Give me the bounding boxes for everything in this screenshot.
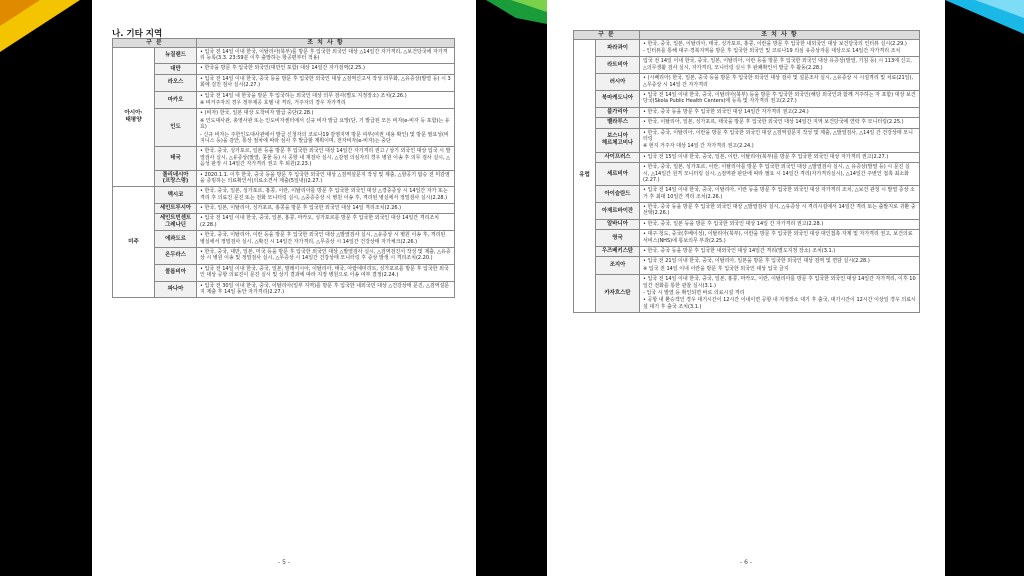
measure-line: • 입국 전 14일 이내 한국, 이탈리아(북부)를 방문 후 입국한 외국인 대상 △14일간 자가격리, △보건당국에 자가격리 등록(3.3. 23:59분 이후 출발하는 항공편부터 적용) [200, 48, 448, 62]
table-row [574, 118, 920, 128]
country-name: 태국 [155, 147, 197, 170]
measure-detail [197, 187, 455, 204]
measure-detail [197, 248, 455, 265]
measure-line: • 입국 전 21일 이내 한국, 중국, 이탈리아, 일본을 방문 후 입국한 외국인 대상 검역 및 면담 실시(2.28.) [643, 258, 870, 265]
region-name: 미주 [113, 187, 155, 298]
yellow-corner-decoration [0, 0, 92, 60]
measure-detail [197, 281, 455, 298]
measure-detail [197, 109, 455, 147]
country-name: 에콰도르 [155, 231, 197, 248]
measure-detail [197, 74, 455, 91]
measure-line: • (비자) 한국, 일본 대상 도착비자 발급 중단(2.28.) [200, 110, 314, 117]
header-measures: 조 치 사 항 [197, 39, 455, 48]
measure-line: • 한국, 중국, 일본, 이탈리아, 태국, 싱가포르, 홍콩, 이란을 방문 후 입국한 내외국인 대상 보건당국의 인터뷰 실시(2.29.) [643, 40, 907, 47]
measure-detail [197, 147, 455, 170]
measure-detail [197, 64, 455, 74]
table-row [574, 152, 920, 162]
measure-detail [197, 91, 455, 109]
document-page-right [547, 0, 945, 576]
table-row [574, 39, 920, 57]
measure-line: • 입국 전 14일 이내 한국, 중국, 일본, 말레이시아, 이탈리아, 태국, 아랍에미리트, 싱가포르를 방문 후 입국한 외국인 대상 공항 의료진이 문진 실시 및 상기 결과에 따라 지정 병원으로 이송 여부 결정(2.24.) [200, 265, 449, 279]
measure-detail [640, 230, 920, 247]
measure-detail [197, 47, 455, 64]
measure-line: • 한국, 중국 등을 방문 후 입국한 외국인 대상 14일간 자가격리 권고(2.24.) [643, 108, 809, 115]
table-row [113, 214, 455, 231]
measure-detail [197, 214, 455, 231]
measure-detail [197, 170, 455, 187]
page-number: - 6 - [740, 559, 752, 566]
country-name: 파라과이 [596, 39, 640, 57]
country-name: 폴리네시아 (프랑스령) [155, 170, 197, 187]
measure-detail [640, 186, 920, 203]
measure-line: • 한국, 중국, 이탈리아, 이란을 방문 후 입국한 외국인 대상 △검역설문지 작성 및 제출, △발열검사, △14일 간 건강상태 모니터링 [643, 129, 913, 142]
blue-corner-decoration [945, 0, 1024, 40]
table-row [574, 230, 920, 247]
measure-detail [640, 219, 920, 229]
country-name: 우즈베키스탄 [596, 247, 640, 257]
country-name: 알바니아 [596, 219, 640, 229]
table-row [574, 275, 920, 313]
measure-line: • 입국 전 14일 이내 한국, 중국, 이탈리아(북부) 등을 방문 후 입국한 외국인(해당 외국인과 함께 거주하는 자 포함) 대상 보건당국(Skola Public Health Centers)에 등록 및 자가격리 권고(2.27.) [643, 92, 916, 105]
page-number: - 5 - [278, 559, 290, 566]
measure-line: • 한국, 이탈리아, 일본, 싱가포르, 태국을 방문 후 입국한 외국인 대상 14일간 지역 보건당국에 연락 후 모니터링(2.25.) [643, 119, 904, 126]
table-row [113, 91, 455, 109]
measure-detail [197, 204, 455, 214]
table-row [113, 204, 455, 214]
table-row [574, 186, 920, 203]
measure-detail [640, 275, 920, 313]
measure-line: - 신규 비자는 주한인도대사관에서 발급 신청자의 코로나19 감염지역 방문 여부(여권 내용 확인) 및 방문 필요성(비지니스 등)을 감안, 통상 절차에 따라 심사 후 발급할 계획이며, 전자비자(e-비자)는 중단 [200, 131, 449, 144]
country-name: 아제르바이잔 [596, 203, 640, 220]
measure-detail [640, 203, 920, 220]
measure-detail [640, 39, 920, 57]
table-row [574, 128, 920, 152]
measure-detail [197, 231, 455, 248]
measure-line: • 한국, 중국 등을 방문 후 입국한 내외국인 대상 14일간 격리(별도지정 장소) 조치(3.1.) [643, 248, 836, 255]
table-row [574, 247, 920, 257]
country-name: 온두라스 [155, 248, 197, 265]
table-row [113, 264, 455, 281]
measure-detail [197, 264, 455, 281]
country-name: 마카오 [155, 91, 197, 109]
measure-line: • 입국 전 15일 이내 한국, 중국, 일본, 이란, 이탈리아(북부)를 방문 후 입국한 외국인 대상 자가격리 권고(2.27.) [643, 153, 889, 160]
table-row [113, 231, 455, 248]
measure-line: - 입국 시 발열 등 확인되면 바로 의료시설 격리 [643, 290, 745, 296]
table-row [574, 203, 920, 220]
measure-detail [640, 128, 920, 152]
measure-line: • 한국, 중국, 이탈리아, 이란 등을 방문 후 입국한 외국인 대상 △발열검사 실시, △유증상 시 병원 이송 후, 격리된 병실에서 정밀검사 실시, △확진 시 14일간 자가격리, △무증상 시 14일간 건강상태 자가체크(2.26.) [200, 232, 446, 245]
measure-line: • 한국, 중국, 일본, 싱가포르, 이란, 이탈리아를 방문 후 입국한 외국인 대상 △발열검사 실시, △ 유증상(발열 등) 시 문진 실시, △14일간 원격 모니터링 실시, △검역관 판단에 따라 필요 시 14일간 격리(자가격리실시), △14일간 주변인 접촉 최소화(2.27.) [643, 164, 910, 183]
table-row [574, 107, 920, 117]
country-name: 러시아 [596, 74, 640, 91]
header-category: 구 분 [574, 31, 640, 40]
country-name: 인도 [155, 109, 197, 147]
country-name: 벨라루스 [596, 118, 640, 128]
measure-line: 입국 전 14일 이내 한국, 중국, 일본, 이탈리아, 이란 등을 방문 후 입국한 외국인 대상 유증상(발열, 기침 등) 시 113에 신고, △의무생활 검사 실시, 자가격리, 모니터링 실시 후 완쾌확인서 발급 후 활동(2.28.) [643, 58, 912, 71]
country-name: 북마케도니아 [596, 91, 640, 108]
country-name: 라트비아 [596, 57, 640, 74]
table-row [113, 170, 455, 187]
country-name: 라오스 [155, 74, 197, 91]
measure-detail [640, 247, 920, 257]
measure-line: • 한국, 중국, 일본 등을 방문 후 입국한 외국인 대상 14일 간 자가격리 권고(2.28.) [643, 220, 824, 227]
table-row [574, 163, 920, 186]
country-name: 세인트루시아 [155, 204, 197, 214]
country-name: 뉴질랜드 [155, 47, 197, 64]
country-name: 영국 [596, 230, 640, 247]
measure-line: • 한국, 중국, 대만, 일본, 미국 등을 방문 후 입국한 외국인 대상 △발열검사 실시, △검역검진서 작성 및 제출, △유증상 시 병원 이송 및 정밀검사 실시, △무증상 시 14일간 건강상태 모니터링 후 증상 발생 시 격리조치(2.20.) [200, 249, 451, 262]
measure-line: • 한국, 일본, 이탈리아, 싱가포르, 홍콩을 방문 후 입국한 외국인 대상 14일 격리조치(2.26.) [200, 205, 402, 212]
measure-detail [640, 118, 920, 128]
country-name: 조지아 [596, 257, 640, 275]
measure-detail [640, 107, 920, 117]
country-name: 사이프러스 [596, 152, 640, 162]
measure-detail [640, 163, 920, 186]
table-header-row [113, 39, 455, 48]
measure-line: ※ 인도대사관, 총영사관 또는 인도비자센터에서 신규 비자 발급 요망(단, 기 발급된 모든 비자(e-비자 등 포함)는 유효) [200, 117, 450, 131]
measure-line: • 입국 전 14일 이내 한국, 중국, 일본, 홍콩, 마카오, 이란, 이탈리아를 방문 후 입국한 외국인 대상 14일간 자가격리, 이후 10일간 전화를 통한 관찰 실시(3.1.) [643, 276, 916, 289]
table-row [113, 109, 455, 147]
measure-line: ※ 비거주자의 경우 정부제공 호텔 내 격리, 거주자의 경우 자가격리 [200, 100, 346, 107]
table-row [574, 219, 920, 229]
country-name: 불가리아 [596, 107, 640, 117]
measure-detail [640, 91, 920, 108]
table-row [574, 257, 920, 275]
section-title: 나. 기타 지역 [112, 29, 163, 39]
table-row [113, 64, 455, 74]
table-row [574, 74, 920, 91]
measure-line: • 입국 전 30일 이내 한국, 중국, 이탈리아(일부 지역)를 방문 후 입국한 내외국민 대상 △건강상태 문진, △검역설문지 제출 후 14일 동안 자가격리(2.27.) [200, 282, 450, 295]
measure-line: • 공항 내 환승객인 경우 대기시간이 12시간 이내이면 공항 내 지정장소 대기 후 출국, 대기시간이 12시간 이상일 경우 의료시설 대기 후 출국 조치(3.1.) [643, 297, 916, 310]
table-row [113, 248, 455, 265]
measure-line: • 한국을 방문 후 입국한 외국인(대만인 포함) 대상 14일간 자가검역(2.25.) [200, 65, 365, 72]
measures-table-left [112, 38, 455, 298]
country-name: 아이슬란드 [596, 186, 640, 203]
country-name: 파나마 [155, 281, 197, 298]
country-name: 대만 [155, 64, 197, 74]
measure-line: • 한국, 중국 등을 방문 후 입국한 외국인 대상 △발열검사 실시, △유증상 시 격리시설에서 14일간 격리 또는 출발지로 귀환 중 선택(2.26.) [643, 204, 916, 217]
measure-detail [640, 257, 920, 275]
header-category: 구 분 [113, 39, 197, 48]
measure-line: • 입국 전 14일 내 한국을 방문 후 입국하는 외국인 대상 의무 검사(별도 지정장소) 조치(2.26.) [200, 92, 407, 99]
table-row [113, 187, 455, 204]
measure-detail [640, 152, 920, 162]
table-row [113, 47, 455, 64]
table-row [574, 91, 920, 108]
measure-line: • 한국, 중국, 싱가포르, 일본 등을 방문 후 입국한 외국인 대상 14일간 자가격리 권고 / 상기 외국인 대상 입국 시 발열검사 실시, △유증상(발열, 콧물 등) 시 공항 내 재검사 실시, △감염 의심자의 경우 병원 이송 후 의무 검사 실시, △음성 판정 시 14일간 자가격리 권고 후 퇴원(2.23.) [200, 148, 451, 168]
country-name: 세인트빈센트 그레나딘 [155, 214, 197, 231]
measure-line: • 2020.1.1. 이후 한국, 중국 등을 방문 후 입국한 외국인 대상 △검역설문지 작성 및 제출, △항공기 탑승 전 미감염을 증빙하는 의료확인서(의료소견서 제출(5일내)(2.27.) [200, 171, 450, 184]
country-name: 세르비아 [596, 163, 640, 186]
green-corner-decoration [476, 0, 547, 30]
document-page-left [92, 0, 476, 576]
table-row [113, 281, 455, 298]
measure-line: • 입국 전 14일 이내 한국, 중국 등을 방문 후 입국한 외국인 대상 △검역신고서 작성 의무화, △유증상(발열 등) 시 3회에 걸친 검사 실시(2.27.) [200, 75, 451, 89]
measure-line: • 입국 전 14일 이내 한국, 중국, 일본, 홍콩, 마카오, 싱가포르를 방문 후 입국한 외국인 대상 14일간 격리조치(2.28.) [200, 215, 440, 228]
measure-line: ※ 입국 전 14일 이내 이란을 방문 후 입국한 외국인 대상 입국 금지 [643, 265, 789, 272]
country-name: 멕시코 [155, 187, 197, 204]
header-measures: 조 치 사 항 [640, 31, 920, 40]
table-row [113, 147, 455, 170]
country-name: 보스니아 헤르체고비나 [596, 128, 640, 152]
measure-line: • 대구·청도, 중국(후베이성), 이탈리아(북부), 이란을 방문 후 입국한 외국인 대상 대인접촉 자제 및 자가격리 권고, 보건의료서비스(NHS)에 통보의무 부과(2.25.) [643, 231, 913, 244]
region-name: 유럽 [574, 39, 596, 313]
measure-detail [640, 57, 920, 74]
measure-line: - 인터뷰를 통해 대구·경북지역을 방문 후 입국한 외국인 및 코로나19 의심 유증상자를 대상으로 14일간 자가격리 조치 [643, 48, 901, 55]
table-header-row [574, 31, 920, 40]
country-name: 카자흐스탄 [596, 275, 640, 313]
measure-detail [640, 74, 920, 91]
table-row [113, 74, 455, 91]
measures-table-right [573, 30, 920, 313]
table-row [574, 57, 920, 74]
measure-line: • 한국, 중국, 일본, 싱가포르, 홍콩, 이란, 이탈리아를 방문 후 입국한 외국인 대상 △경증증상 시 14일간 자가 또는 격리 후 의료진 문진 또는 전화 모니터링 실시, △중증증상 시 병원 이송 후, 격리된 병실에서 정밀검사 실시(2.28.) [200, 188, 448, 201]
region-name: 아시아· 태평양 [113, 47, 155, 187]
measure-line: ※ 현지 거주자 대상 14일 간 자가격리 권고(2.24.) [643, 143, 754, 150]
country-name: 콜롬비아 [155, 264, 197, 281]
measure-line: • (시베리아) 한국, 일본, 중국 등을 방문 후 입국한 외국인 대상 검사 및 설문조사 실시, △유증상 시 시설격리 및 치료(21일), △무증상 시 14일 간 자가격리 [643, 75, 914, 88]
measure-line: • 입국 전 14일 이내 한국, 중국, 이탈리아, 이란 등을 방문 후 입국한 외국인 대상 자가격리 조치, △보건 관청 시 발열 증상 소거 후 최대 10일간 격리 조치(2.26.) [643, 187, 915, 200]
